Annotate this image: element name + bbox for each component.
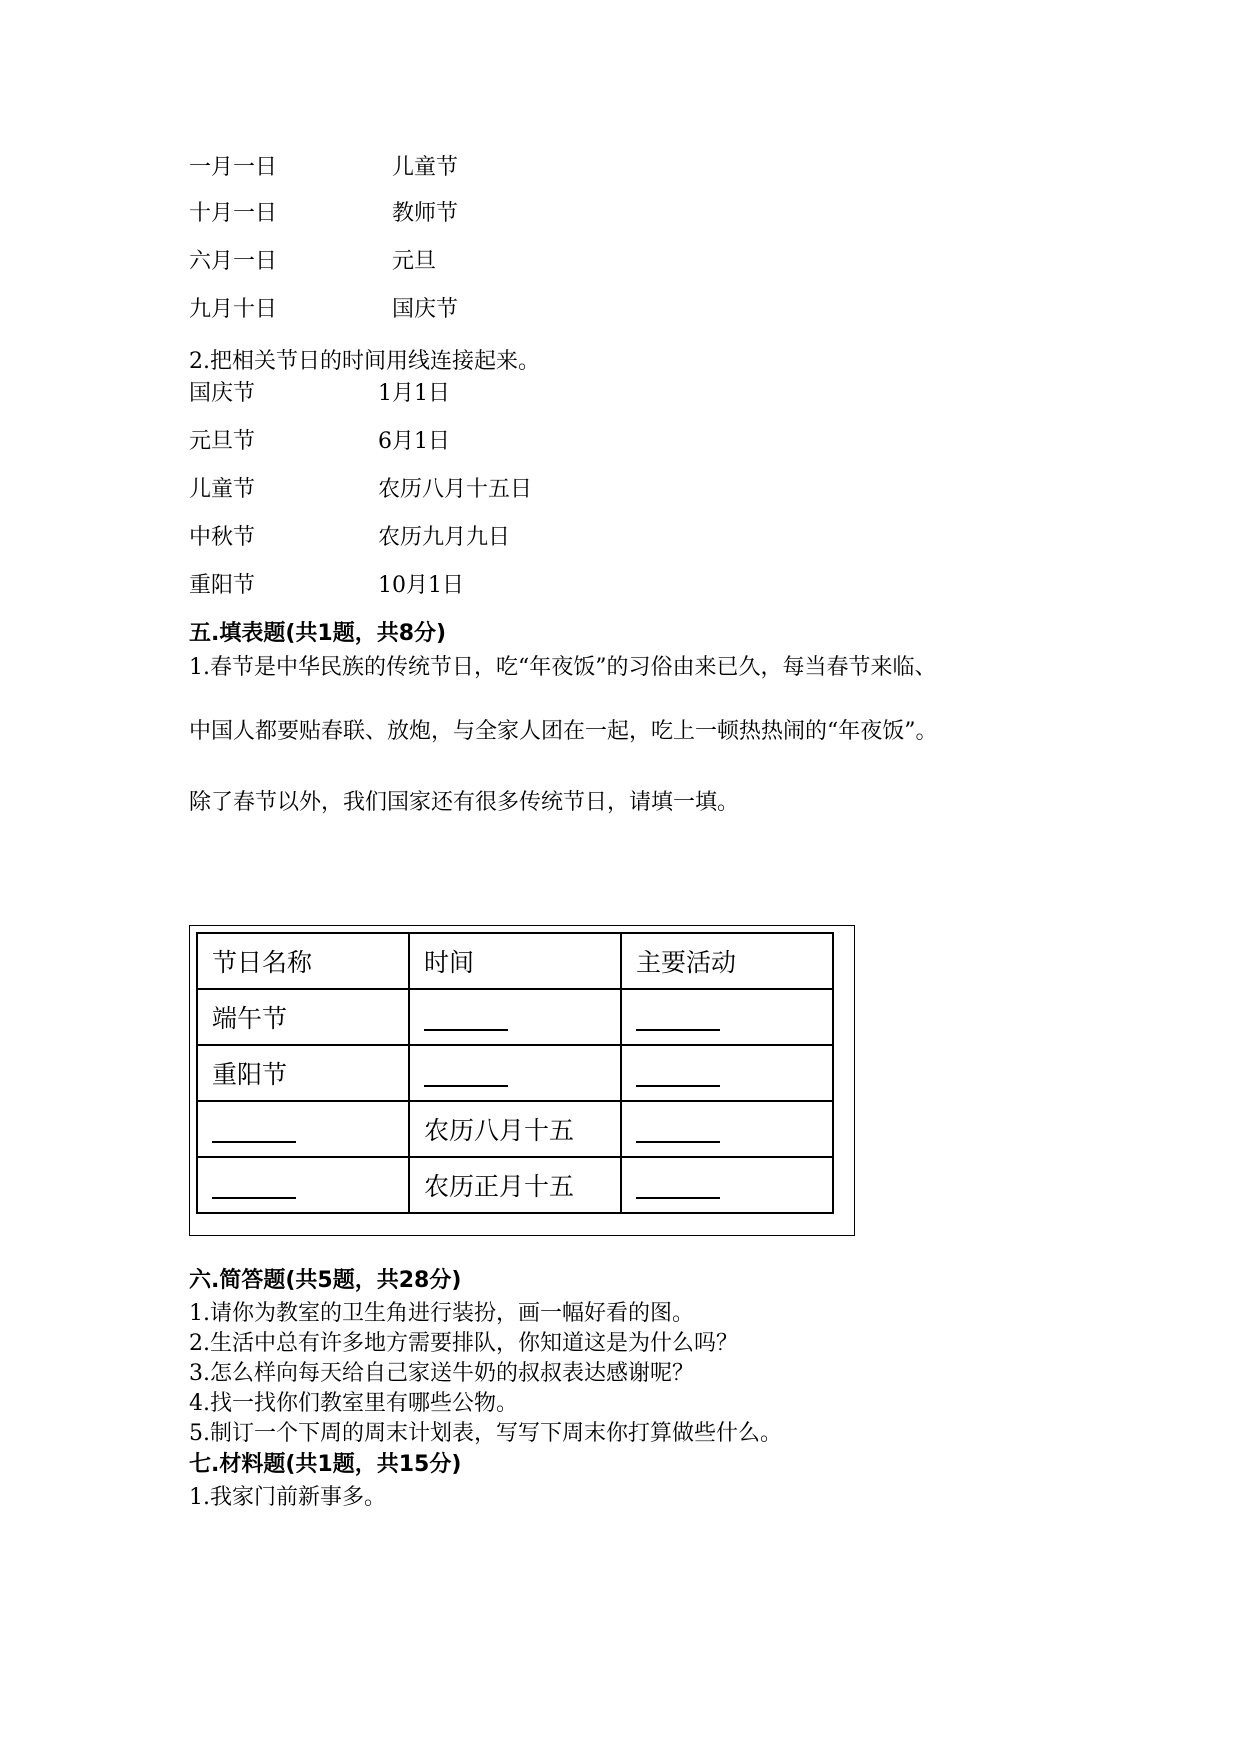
section-5-line-1: 1.春节是中华民族的传统节日，吃“年夜饭”的习俗由来已久，每当春节来临、 <box>189 655 937 680</box>
q2-right-4: 农历九月九日 <box>378 525 511 550</box>
blank-cell[interactable] <box>621 1157 833 1213</box>
q2-right-2: 6月1日 <box>378 429 450 454</box>
answer-blank[interactable] <box>636 1007 720 1031</box>
fill-table-frame <box>189 925 855 1236</box>
table-row <box>197 1101 833 1157</box>
section-6-item-4: 4.找一找你们教室里有哪些公物。 <box>189 1391 518 1416</box>
answer-blank[interactable] <box>212 1175 296 1199</box>
table-row <box>197 1157 833 1213</box>
q2-left-4: 中秋节 <box>189 525 256 550</box>
table-cell: 重阳节 <box>197 1045 409 1101</box>
blank-cell[interactable] <box>621 1101 833 1157</box>
fill-table <box>196 932 834 1214</box>
match-right-3: 元旦 <box>392 249 437 274</box>
match-left-1: 一月一日 <box>189 155 278 180</box>
match-right-2: 教师节 <box>392 201 459 226</box>
answer-blank[interactable] <box>424 1007 508 1031</box>
q2-left-1: 国庆节 <box>189 381 256 406</box>
blank-cell[interactable] <box>197 1157 409 1213</box>
table-header-row <box>197 933 833 989</box>
table-cell: 端午节 <box>197 989 409 1045</box>
q2-left-5: 重阳节 <box>189 573 256 598</box>
section-6-item-1: 1.请你为教室的卫生角进行装扮，画一幅好看的图。 <box>189 1301 694 1326</box>
blank-cell[interactable] <box>197 1101 409 1157</box>
section-7-item-1: 1.我家门前新事多。 <box>189 1485 386 1510</box>
answer-blank[interactable] <box>424 1063 508 1087</box>
section-5-line-3: 除了春节以外，我们国家还有很多传统节日，请填一填。 <box>189 790 740 815</box>
table-header-cell: 节日名称 <box>197 933 409 989</box>
match-right-4: 国庆节 <box>392 297 459 322</box>
question-2-prompt: 2.把相关节日的时间用线连接起来。 <box>189 349 540 374</box>
table-cell: 农历正月十五 <box>409 1157 621 1213</box>
match-left-4: 九月十日 <box>189 297 278 322</box>
section-6-item-2: 2.生活中总有许多地方需要排队，你知道这是为什么吗？ <box>189 1331 738 1356</box>
q2-left-3: 儿童节 <box>189 477 256 502</box>
section-7-heading: 七.材料题(共1题，共15分) <box>189 1452 462 1477</box>
table-header-cell: 时间 <box>409 933 621 989</box>
section-5-heading: 五.填表题(共1题，共8分) <box>189 621 447 646</box>
match-right-1: 儿童节 <box>392 155 459 180</box>
section-5-line-2: 中国人都要贴春联、放炮，与全家人团在一起，吃上一顿热热闹的“年夜饭”。 <box>189 719 938 744</box>
q2-left-2: 元旦节 <box>189 429 256 454</box>
q2-right-5: 10月1日 <box>378 573 464 598</box>
answer-blank[interactable] <box>636 1119 720 1143</box>
section-6-item-5: 5.制订一个下周的周末计划表，写写下周末你打算做些什么。 <box>189 1421 782 1446</box>
answer-blank[interactable] <box>212 1119 296 1143</box>
table-row <box>197 989 833 1045</box>
table-cell: 农历八月十五 <box>409 1101 621 1157</box>
section-6-heading: 六.简答题(共5题，共28分) <box>189 1268 462 1293</box>
blank-cell[interactable] <box>409 989 621 1045</box>
section-6-item-3: 3.怎么样向每天给自己家送牛奶的叔叔表达感谢呢？ <box>189 1361 694 1386</box>
answer-blank[interactable] <box>636 1175 720 1199</box>
match-left-2: 十月一日 <box>189 201 278 226</box>
match-left-3: 六月一日 <box>189 249 278 274</box>
answer-blank[interactable] <box>636 1063 720 1087</box>
blank-cell[interactable] <box>621 1045 833 1101</box>
table-header-cell: 主要活动 <box>621 933 833 989</box>
blank-cell[interactable] <box>409 1045 621 1101</box>
q2-right-3: 农历八月十五日 <box>378 477 533 502</box>
table-row <box>197 1045 833 1101</box>
q2-right-1: 1月1日 <box>378 381 450 406</box>
blank-cell[interactable] <box>621 989 833 1045</box>
